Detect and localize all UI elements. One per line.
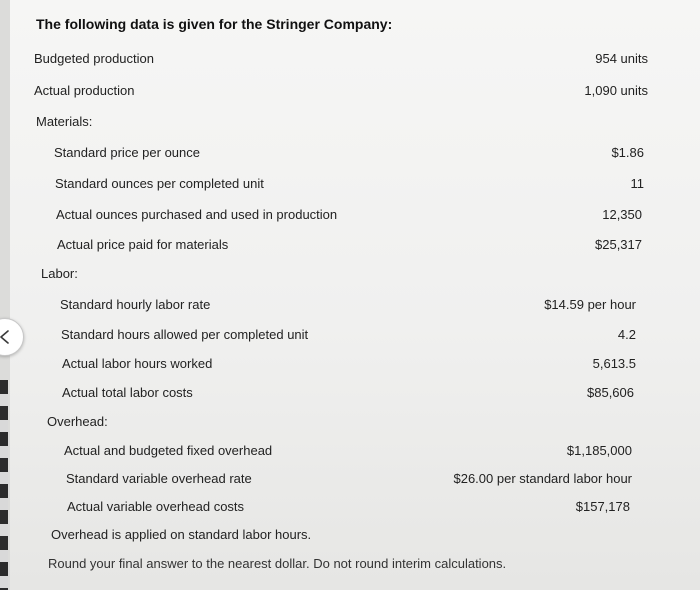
problem-panel <box>10 0 700 590</box>
labor-row-label: Standard hourly labor rate <box>60 297 211 312</box>
overhead-row-value: $157,178 <box>575 499 630 514</box>
materials-row-value: $1.86 <box>611 145 644 160</box>
materials-row-value: 11 <box>630 176 644 191</box>
materials-heading: Materials: <box>36 114 93 129</box>
materials-row-value: 12,350 <box>602 207 642 222</box>
labor-row-label: Actual total labor costs <box>62 385 193 400</box>
screen-edge-strip <box>0 380 8 590</box>
labor-row-value: $85,606 <box>587 385 634 400</box>
budgeted-production-label: Budgeted production <box>34 51 154 66</box>
materials-row-label: Standard ounces per completed unit <box>55 176 264 191</box>
actual-production-value: 1,090 units <box>584 83 648 98</box>
chevron-left-icon <box>0 329 13 345</box>
rounding-instruction: Round your final answer to the nearest dollar. Do not round interim calculations. <box>48 556 507 571</box>
materials-row-label: Actual price paid for materials <box>57 237 229 252</box>
overhead-row-value: $1,185,000 <box>566 443 632 458</box>
overhead-row-label: Actual variable overhead costs <box>67 499 245 514</box>
labor-row-label: Standard hours allowed per completed unit <box>61 327 309 342</box>
labor-heading: Labor: <box>41 266 78 281</box>
materials-row-value: $25,317 <box>595 237 642 252</box>
overhead-note: Overhead is applied on standard labor hours. <box>51 527 312 542</box>
labor-row-value: $14.59 per hour <box>544 297 636 312</box>
labor-row-value: 4.2 <box>617 327 636 342</box>
overhead-heading: Overhead: <box>47 414 108 429</box>
budgeted-production-value: 954 units <box>595 51 648 66</box>
overhead-row-label: Actual and budgeted fixed overhead <box>64 443 273 458</box>
actual-production-label: Actual production <box>34 83 135 98</box>
materials-row-label: Standard price per ounce <box>54 145 200 160</box>
overhead-row-label: Standard variable overhead rate <box>66 471 252 486</box>
materials-row-label: Actual ounces purchased and used in production <box>56 207 338 222</box>
problem-intro: The following data is given for the Stringer Company: <box>36 16 393 32</box>
overhead-row-value: $26.00 per standard labor hour <box>453 471 632 486</box>
labor-row-value: 5,613.5 <box>592 356 636 371</box>
labor-row-label: Actual labor hours worked <box>62 356 213 371</box>
